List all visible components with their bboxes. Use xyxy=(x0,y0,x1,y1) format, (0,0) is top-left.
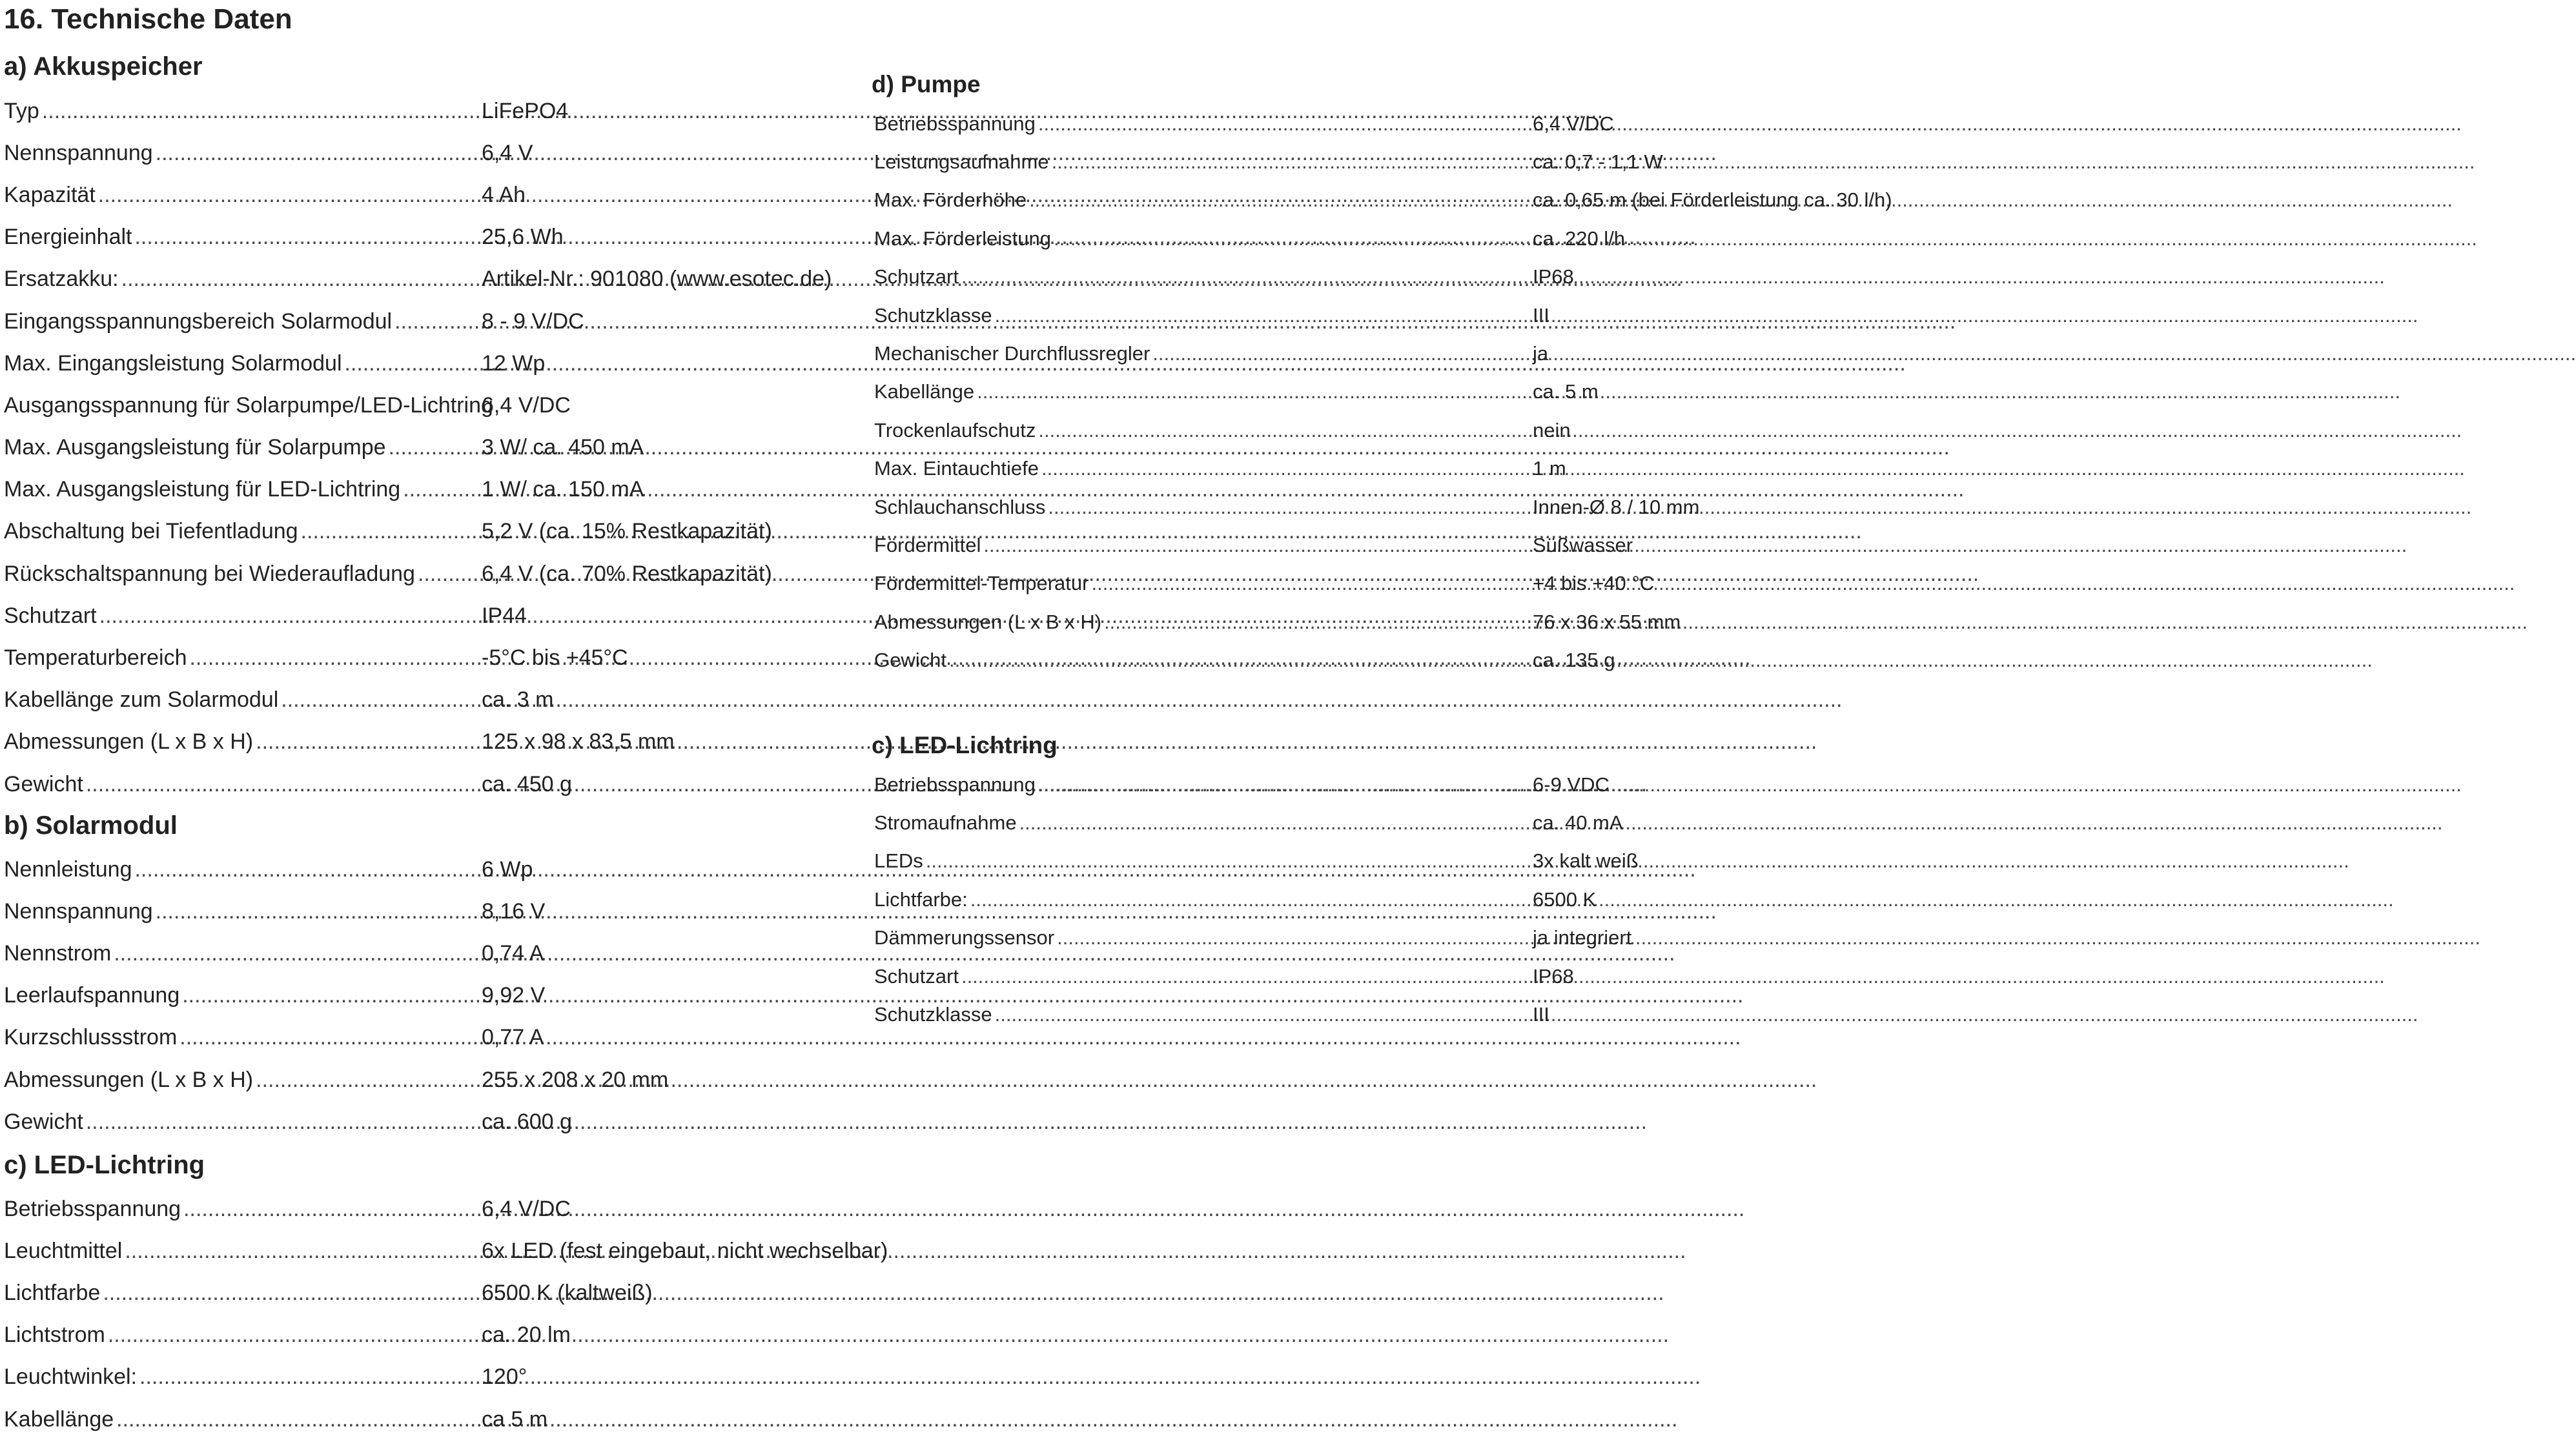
spec-label-group xyxy=(4,898,482,925)
spec-label: Leistungsaufnahme xyxy=(874,150,1049,174)
dot-leader xyxy=(1038,418,2462,443)
spec-label-group xyxy=(4,518,482,545)
spec-label: Energieinhalt xyxy=(4,225,132,250)
spec-value: ca. 5 m xyxy=(1533,380,1599,403)
spec-label-group xyxy=(874,495,1533,520)
spec-label: Max. Eingangsleistung Solarmodul xyxy=(4,350,342,376)
spec-value: ca. 0,65 m (bei Förderleistung ca. 30 l/h) xyxy=(1533,188,1892,212)
spec-value: ca. 135 g xyxy=(1533,649,1615,672)
dot-leader xyxy=(970,887,2394,912)
spec-label: Gewicht xyxy=(874,649,946,672)
section-heading-pumpe: d) Pumpe xyxy=(872,71,981,97)
spec-row xyxy=(4,1398,869,1440)
spec-row xyxy=(874,105,1649,143)
spec-label-group xyxy=(4,1321,482,1348)
spec-value: Innen-Ø 8 / 10 mm xyxy=(1533,495,1700,518)
spec-row xyxy=(874,450,1649,488)
spec-label: Max. Eintauchtiefe xyxy=(874,457,1039,480)
spec-row xyxy=(874,957,1649,995)
spec-value: 6,4 V/DC xyxy=(1533,112,1614,135)
spec-value: 1 W/ ca. 150 mA xyxy=(482,477,644,502)
spec-row xyxy=(874,565,1655,603)
spec-label-group xyxy=(4,350,482,377)
dot-leader xyxy=(1054,227,2477,251)
spec-value: 8,16 V xyxy=(482,898,546,924)
dot-leader xyxy=(983,533,2407,558)
spec-label: Betriebsspannung xyxy=(4,1196,181,1221)
spec-row xyxy=(4,553,856,594)
spec-value: IP44 xyxy=(482,603,527,628)
spec-label: Max. Ausgangsleistung für Solarpumpe xyxy=(4,435,386,460)
spec-label-group xyxy=(874,418,1533,443)
dot-leader xyxy=(116,1406,1677,1433)
spec-row xyxy=(874,296,1649,334)
spec-row xyxy=(4,1314,869,1356)
spec-row xyxy=(4,1100,856,1142)
spec-label: Eingangsspannungsbereich Solarmodul xyxy=(4,309,393,334)
spec-value: ca. 600 g xyxy=(482,1109,572,1134)
spec-value: 6x LED (fest eingebaut, nicht wechselbar) xyxy=(482,1238,888,1263)
spec-row xyxy=(874,143,1663,181)
spec-value: III xyxy=(1533,303,1549,327)
spec-row xyxy=(4,721,856,763)
spec-row xyxy=(874,603,1681,641)
spec-value: ja xyxy=(1533,342,1549,365)
spec-label-group xyxy=(874,380,1533,404)
spec-row xyxy=(4,258,856,300)
spec-label-group xyxy=(874,926,1533,950)
spec-row xyxy=(4,174,856,216)
spec-label: Kabellänge xyxy=(4,1406,114,1432)
dot-leader xyxy=(1048,495,2471,520)
spec-row xyxy=(874,641,1649,679)
spec-row xyxy=(874,842,1649,880)
spec-value: nein xyxy=(1533,418,1571,441)
spec-label-group xyxy=(4,602,482,629)
spec-value: Artikel-Nr.: 901080 (www.esotec.de) xyxy=(482,267,832,292)
spec-label: Schutzklasse xyxy=(874,303,992,327)
spec-label: Kapazität xyxy=(4,182,96,207)
spec-label: Schutzart xyxy=(874,265,959,289)
spec-row xyxy=(4,932,856,974)
spec-row xyxy=(4,975,856,1017)
spec-value: 6500 K (kaltweiß) xyxy=(482,1280,653,1305)
spec-row xyxy=(4,1356,869,1398)
spec-row xyxy=(4,1272,869,1313)
spec-label: LEDs xyxy=(874,849,923,873)
spec-label: Lichtstrom xyxy=(4,1323,105,1348)
spec-label: Leerlaufspannung xyxy=(4,983,180,1008)
spec-label-group xyxy=(4,223,482,250)
spec-label: Schutzart xyxy=(874,964,959,988)
spec-value: ca. 40 mA xyxy=(1533,811,1623,835)
spec-label: Nennstrom xyxy=(4,940,112,966)
spec-label: Gewicht xyxy=(4,771,83,796)
spec-label: Nennleistung xyxy=(4,857,132,882)
spec-label-group xyxy=(874,227,1533,251)
spec-row xyxy=(4,90,856,132)
dot-leader xyxy=(977,380,2400,404)
spec-label-group xyxy=(4,856,482,883)
spec-label: Schutzklasse xyxy=(874,1003,992,1026)
spec-label-group xyxy=(4,308,482,335)
spec-row xyxy=(874,334,1649,372)
spec-row xyxy=(874,995,1649,1033)
dot-leader xyxy=(108,1321,1669,1348)
spec-label: Abmessungen (L x B x H) xyxy=(4,1067,254,1092)
spec-row xyxy=(874,526,1649,564)
spec-value: 1 m xyxy=(1533,457,1566,480)
spec-label-group xyxy=(4,1237,482,1264)
spec-list-akkuspeicher xyxy=(4,90,856,805)
spec-label-group xyxy=(874,849,1533,873)
spec-label-group xyxy=(4,97,482,125)
spec-label-group xyxy=(4,1066,482,1093)
spec-label-group xyxy=(874,811,1533,835)
spec-label-group xyxy=(4,1195,482,1222)
spec-row xyxy=(4,890,856,932)
spec-label: Lichtfarbe xyxy=(4,1280,101,1305)
spec-label: Kabellänge zum Solarmodul xyxy=(4,687,279,713)
spec-label: Ausgangsspannung für Solarpumpe/LED-Lichtring xyxy=(4,392,493,418)
spec-label-group xyxy=(874,964,1533,989)
dot-leader xyxy=(1091,571,2515,596)
spec-label: Kurzschlussstrom xyxy=(4,1025,178,1050)
spec-label: Gewicht xyxy=(4,1109,83,1134)
spec-value: 255 x 208 x 20 mm xyxy=(482,1067,669,1092)
spec-label-group xyxy=(874,610,1533,634)
spec-list-led-lichtring-2 xyxy=(874,766,1649,1034)
spec-label: Fördermittel-Temperatur xyxy=(874,572,1089,595)
spec-label-group xyxy=(4,1406,482,1433)
dot-leader xyxy=(1104,610,2528,634)
spec-value: 9,92 V xyxy=(482,983,546,1008)
spec-value: ca. 220 l/h xyxy=(1533,227,1626,250)
spec-value: 3x kalt weiß xyxy=(1533,849,1639,873)
spec-label-group xyxy=(874,265,1533,289)
spec-value: 6-9 VDC xyxy=(1533,773,1610,796)
spec-row xyxy=(4,679,856,721)
spec-value: 3 W/ ca. 450 mA xyxy=(482,435,644,460)
spec-label: Kabellänge xyxy=(874,380,975,403)
spec-row xyxy=(4,1230,888,1272)
spec-row xyxy=(4,300,856,342)
spec-label: Dämmerungssensor xyxy=(874,926,1055,949)
spec-value: +4 bis +40 °C xyxy=(1533,572,1655,595)
spec-label-group xyxy=(874,303,1533,328)
spec-label: Trockenlaufschutz xyxy=(874,418,1036,441)
spec-value: ca. 3 m xyxy=(482,687,554,713)
page-title: 16. Technische Daten xyxy=(4,3,292,35)
spec-value: ja integriert xyxy=(1533,926,1632,949)
dot-leader xyxy=(103,1279,1664,1306)
spec-label-group xyxy=(4,686,482,713)
spec-list-pumpe xyxy=(874,105,1892,680)
spec-label: Abschaltung bei Tiefentladung xyxy=(4,519,298,544)
spec-value: LiFePO4 xyxy=(482,98,569,123)
spec-row xyxy=(874,488,1700,526)
spec-value: 6500 K xyxy=(1533,887,1597,911)
spec-row xyxy=(4,384,856,426)
spec-label-group xyxy=(4,728,482,755)
spec-value: 0,77 A xyxy=(482,1025,544,1050)
spec-label: Max. Förderhöhe xyxy=(874,188,1027,212)
spec-label: Lichtfarbe: xyxy=(874,887,968,911)
spec-row xyxy=(874,258,1649,296)
spec-row xyxy=(4,216,856,258)
spec-value: 4 Ah xyxy=(482,182,526,207)
spec-label-group xyxy=(4,560,482,587)
spec-value: 6 Wp xyxy=(482,857,533,882)
spec-value: 8 - 9 V/DC xyxy=(482,309,584,334)
spec-label-group xyxy=(874,1002,1533,1027)
spec-label-group xyxy=(4,982,482,1009)
spec-value: 6,4 V/DC xyxy=(482,1196,571,1221)
spec-label-group xyxy=(874,188,1533,212)
spec-label-group xyxy=(4,1024,482,1051)
spec-label-group xyxy=(4,1108,482,1135)
spec-label-group xyxy=(4,392,493,419)
spec-label: Typ xyxy=(4,98,39,123)
spec-label-group xyxy=(4,139,482,167)
dot-leader xyxy=(1152,341,2576,366)
section-heading-led-lichtring: c) LED-Lichtring xyxy=(4,1151,205,1179)
spec-row xyxy=(874,411,1649,449)
spec-label-group xyxy=(874,887,1533,912)
spec-label: Betriebsspannung xyxy=(874,773,1036,796)
spec-value: ca 5 m xyxy=(482,1406,548,1432)
spec-label: Leuchtmittel xyxy=(4,1238,123,1263)
spec-label: Temperaturbereich xyxy=(4,645,187,671)
dot-leader xyxy=(961,964,2385,989)
spec-row xyxy=(874,219,1649,258)
spec-row xyxy=(4,1059,856,1100)
spec-label-group xyxy=(4,265,482,292)
spec-label: Stromaufnahme xyxy=(874,811,1017,835)
dot-leader xyxy=(1057,926,2480,950)
spec-row xyxy=(874,373,1649,411)
spec-value: 6,4 V (ca. 70% Restkapazität) xyxy=(482,561,772,586)
dot-leader xyxy=(125,1237,1686,1264)
spec-value: 25,6 Wh xyxy=(482,225,564,250)
spec-row xyxy=(4,469,856,511)
spec-value: IP68 xyxy=(1533,265,1574,289)
dot-leader xyxy=(1041,456,2465,481)
spec-label: Ersatzakku: xyxy=(4,267,119,292)
dot-leader xyxy=(1052,150,2475,174)
dot-leader xyxy=(86,1108,1647,1135)
dot-leader xyxy=(183,1195,1744,1222)
spec-label: Schutzart xyxy=(4,603,97,628)
section-heading-akkuspeicher: a) Akkuspeicher xyxy=(4,52,203,81)
spec-value: 12 Wp xyxy=(482,350,546,376)
spec-label: Abmessungen (L x B x H) xyxy=(4,729,254,755)
spec-value: IP68 xyxy=(1533,964,1574,988)
spec-row xyxy=(4,1188,869,1230)
spec-label: Schlauchanschluss xyxy=(874,495,1046,518)
spec-row xyxy=(4,132,856,174)
spec-value: ca. 20 lm xyxy=(482,1323,571,1348)
spec-value: 6,4 V/DC xyxy=(482,392,571,418)
spec-row xyxy=(4,636,856,678)
spec-label-group xyxy=(4,644,482,671)
spec-label-group xyxy=(874,341,1533,366)
spec-row xyxy=(874,880,1649,918)
spec-label-group xyxy=(4,771,482,798)
spec-label-group xyxy=(4,181,482,208)
spec-label-group xyxy=(4,476,482,503)
spec-label-group xyxy=(874,150,1533,174)
dot-leader xyxy=(1038,112,2462,136)
spec-row xyxy=(874,181,1892,219)
spec-label: Betriebsspannung xyxy=(874,112,1036,135)
spec-label-group xyxy=(4,1363,482,1390)
spec-label-group xyxy=(874,456,1533,481)
spec-row xyxy=(4,763,856,805)
spec-list-led-lichtring xyxy=(4,1188,888,1440)
spec-row xyxy=(4,342,856,384)
spec-label-group xyxy=(874,773,1533,797)
spec-value: 76 x 36 x 55 mm xyxy=(1533,610,1681,633)
dot-leader xyxy=(1019,811,2443,835)
spec-row xyxy=(874,919,1649,957)
spec-label-group xyxy=(4,940,482,967)
spec-value: -5°C bis +45°C xyxy=(482,645,628,671)
spec-row xyxy=(4,427,856,469)
spec-value: 6,4 V xyxy=(482,140,533,165)
spec-value: ca. 0,7 - 1,1 W xyxy=(1533,150,1663,174)
spec-label-group xyxy=(4,434,482,461)
spec-value: 125 x 98 x 83,5 mm xyxy=(482,729,675,755)
spec-row xyxy=(4,511,856,553)
spec-value: 0,74 A xyxy=(482,940,544,966)
spec-label: Nennspannung xyxy=(4,140,153,165)
dot-leader xyxy=(949,648,2373,673)
section-heading-led-lichtring-2: c) LED-Lichtring xyxy=(872,732,1058,758)
spec-row xyxy=(4,1017,856,1059)
spec-row xyxy=(874,804,1649,842)
spec-label: Leuchtwinkel: xyxy=(4,1364,138,1390)
spec-label-group xyxy=(874,533,1533,558)
spec-label-group xyxy=(874,112,1533,136)
spec-label-group xyxy=(874,571,1533,596)
spec-label: Rückschaltspannung bei Wiederaufladung xyxy=(4,561,415,586)
spec-row xyxy=(4,848,856,890)
spec-label: Abmessungen (L x B x H) xyxy=(874,610,1102,633)
dot-leader xyxy=(139,1363,1701,1390)
spec-row xyxy=(4,594,856,636)
spec-value: 5,2 V (ca. 15% Restkapazität) xyxy=(482,519,772,544)
dot-leader xyxy=(995,1002,2418,1027)
spec-value: ca. 450 g xyxy=(482,771,572,796)
spec-row xyxy=(874,766,1649,804)
spec-label: Fördermittel xyxy=(874,533,981,556)
spec-label: Max. Ausgangsleistung für LED-Lichtring xyxy=(4,477,401,502)
spec-list-solarmodul xyxy=(4,848,856,1142)
spec-value: III xyxy=(1533,1003,1549,1026)
spec-label: Max. Förderleistung xyxy=(874,227,1051,250)
spec-value: Süßwasser xyxy=(1533,533,1633,556)
section-heading-solarmodul: b) Solarmodul xyxy=(4,811,178,840)
spec-value: 120° xyxy=(482,1364,527,1390)
spec-label: Nennspannung xyxy=(4,898,153,924)
dot-leader xyxy=(961,265,2385,289)
dot-leader xyxy=(995,303,2418,328)
spec-label: Mechanischer Durchflussregler xyxy=(874,342,1150,365)
spec-label-group xyxy=(4,1279,482,1306)
dot-leader xyxy=(1038,773,2462,797)
spec-label-group xyxy=(874,648,1533,673)
